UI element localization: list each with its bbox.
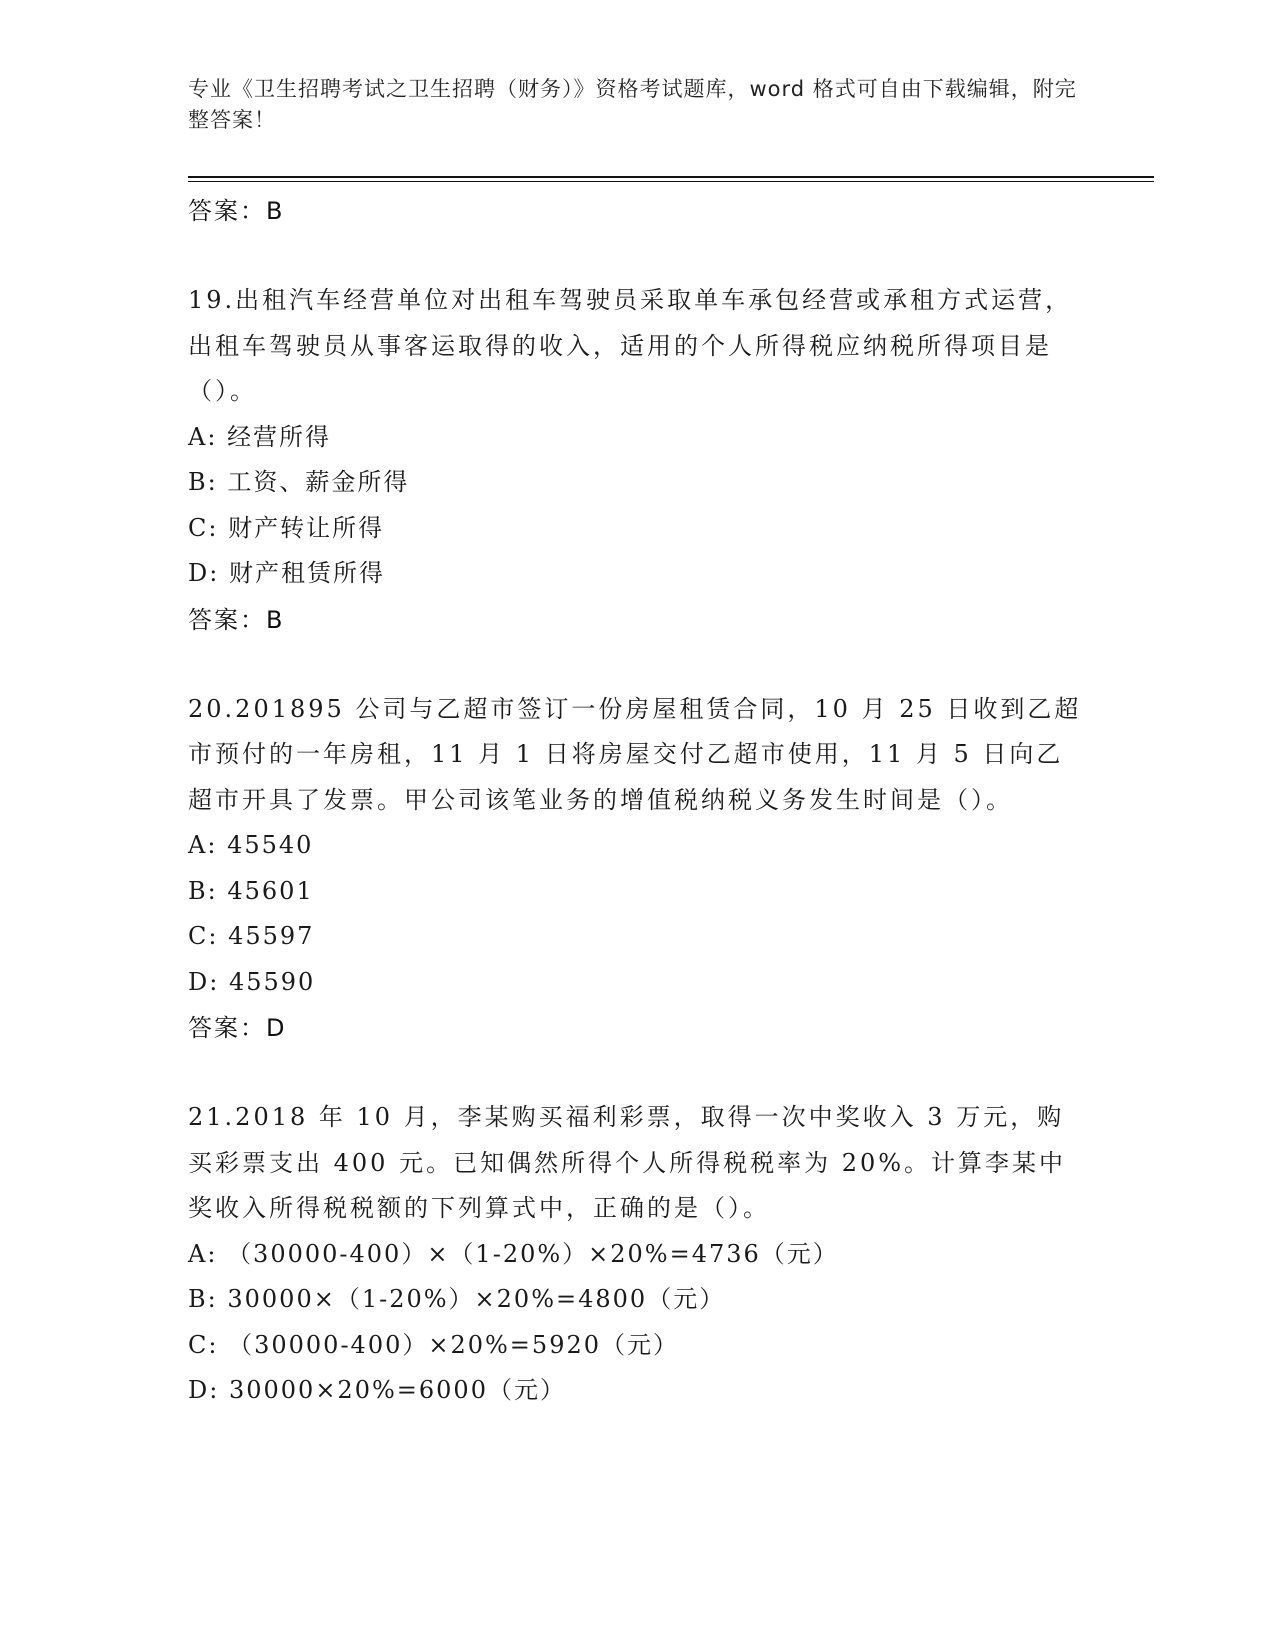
- question-stem: 21.2018 年 10 月，李某购买福利彩票，取得一次中奖收入 3 万元，购买彩票支出 400 元。已知偶然所得个人所得税税率为 20%。计算李某中奖收入所得税税额的下列算式中，正确的是（）。: [188, 1103, 1067, 1222]
- option-text: 45540: [227, 831, 314, 859]
- answer-line: 答案：D: [188, 1014, 287, 1042]
- option-letter: C:: [188, 922, 219, 950]
- option-letter: C:: [188, 513, 219, 542]
- option-text: （30000-400）×（1-20%）×20%=4736（元）: [227, 1239, 839, 1268]
- question-19: [188, 278, 1088, 643]
- option-text: （30000-400）×20%=5920（元）: [228, 1330, 679, 1359]
- option-text: 45601: [227, 876, 314, 905]
- option-b: [188, 1277, 1088, 1323]
- option-a: [188, 823, 1088, 869]
- header-rule-thick: [188, 176, 1154, 178]
- option-letter: D:: [188, 967, 220, 996]
- option-text: 45590: [228, 967, 316, 996]
- option-c: [188, 506, 1088, 552]
- answer-line: 答案：B: [188, 605, 285, 634]
- answer-line: 答案：B: [188, 197, 285, 225]
- option-a: [188, 1232, 1088, 1278]
- option-letter: A:: [188, 1239, 218, 1268]
- question-stem: 20.201895 公司与乙超市签订一份房屋租赁合同，10 月 25 日收到乙超市预付的一年房租，11 月 1 日将房屋交付乙超市使用，11 月 5 日向乙超市开具了发票。甲公司该笔业务的增值税纳税义务发生时间是（）。: [188, 694, 1082, 814]
- option-letter: C:: [188, 1330, 219, 1359]
- option-letter: A:: [188, 422, 218, 451]
- option-text: 45597: [228, 922, 315, 950]
- option-d: [188, 1368, 1088, 1414]
- question-21: [188, 1095, 1088, 1414]
- option-text: 30000×20%=6000（元）: [228, 1376, 566, 1404]
- option-letter: D:: [188, 559, 220, 587]
- option-letter: B:: [188, 1285, 218, 1313]
- option-text: 经营所得: [227, 422, 332, 451]
- option-letter: B:: [188, 468, 218, 496]
- option-letter: B:: [188, 876, 218, 905]
- option-c: [188, 1323, 1088, 1369]
- option-letter: D:: [188, 1376, 220, 1404]
- question-stem: 19.出租汽车经营单位对出租车驾驶员采取单车承包经营或承租方式运营，出租车驾驶员从事客运取得的收入，适用的个人所得税应纳税所得项目是（）。: [188, 286, 1073, 405]
- header-rule-thin: [188, 181, 1154, 182]
- option-text: 财产转让所得: [228, 513, 385, 542]
- option-d: [188, 551, 1088, 597]
- option-b: [188, 460, 1088, 506]
- option-text: 30000×（1-20%）×20%=4800（元）: [227, 1285, 726, 1313]
- option-letter: A:: [188, 831, 218, 859]
- option-text: 工资、薪金所得: [227, 468, 410, 496]
- option-c: [188, 914, 1088, 960]
- question-20: [188, 687, 1088, 1052]
- document-header: 专业《卫生招聘考试之卫生招聘（财务）》资格考试题库，word 格式可自由下载编辑，附完整答案！: [188, 77, 1077, 132]
- option-a: [188, 415, 1088, 461]
- option-b: [188, 869, 1088, 915]
- option-text: 财产租赁所得: [228, 559, 385, 587]
- option-d: [188, 960, 1088, 1006]
- document-body: [188, 188, 1088, 1414]
